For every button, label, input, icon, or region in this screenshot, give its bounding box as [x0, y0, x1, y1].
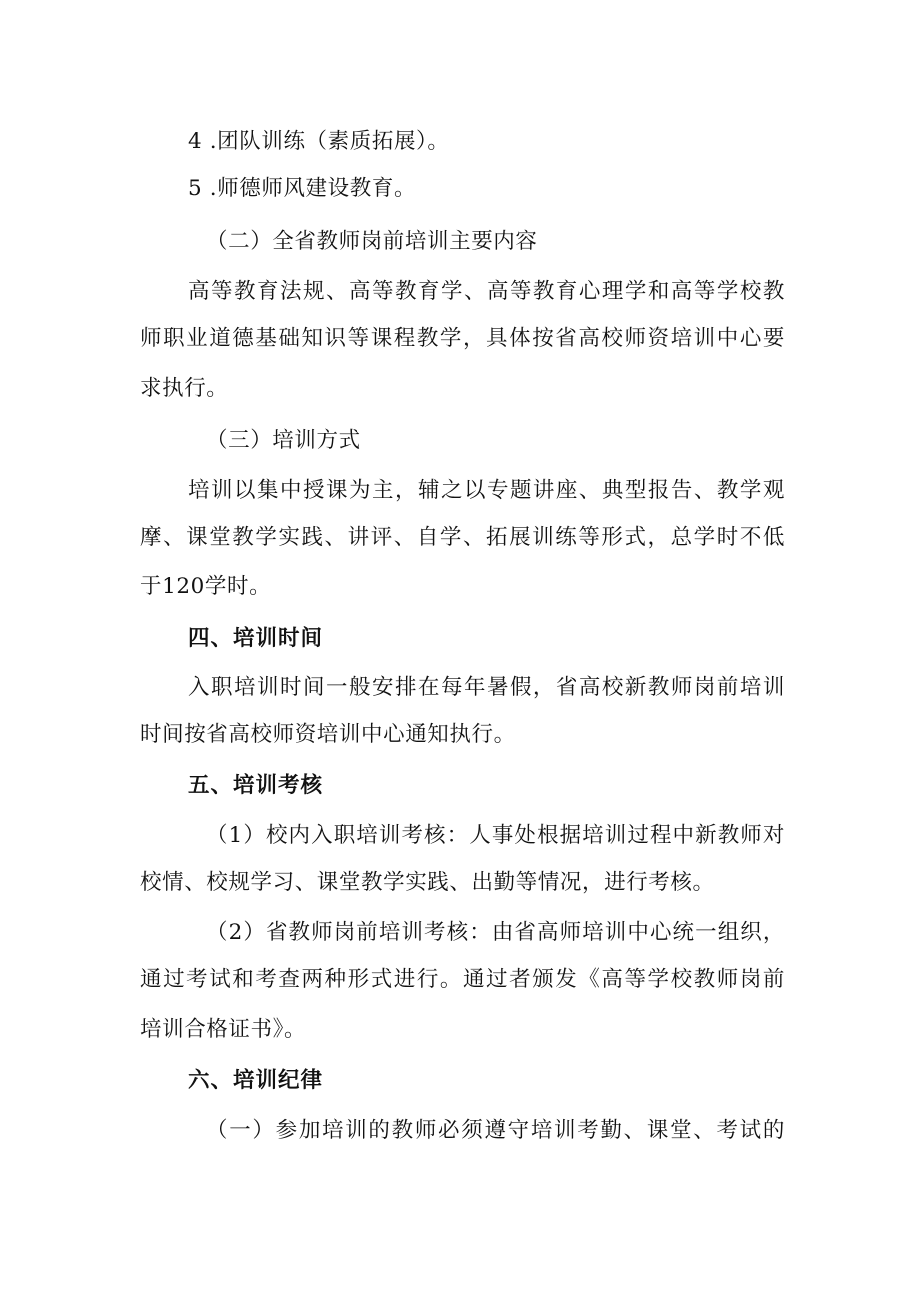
chapter-heading-6: 六、培训纪律 — [188, 1068, 324, 1093]
paragraph-line: 培训合格证书》。 — [140, 1017, 307, 1042]
paragraph-line: 培训以集中授课为主，辅之以专题讲座、典型报告、教学观 — [188, 478, 785, 503]
section-heading-2: （二）全省教师岗前培训主要内容 — [206, 229, 538, 254]
paragraph-line: 时间按省高校师资培训中心通知执行。 — [140, 722, 516, 747]
paragraph-line: 校情、校规学习、课堂教学实践、出勤等情况，进行考核。 — [140, 870, 715, 895]
paragraph-line: 求执行。 — [140, 376, 229, 401]
list-item-4: 4 .团队训练（素质拓展）。 — [188, 129, 450, 154]
chapter-heading-5: 五、培训考核 — [188, 773, 324, 798]
paragraph-line: （2）省教师岗前培训考核：由省高师培训中心统一组织， — [206, 920, 785, 945]
paragraph-line: 于120学时。 — [140, 574, 272, 599]
paragraph-line: （1）校内入职培训考核：人事处根据培训过程中新教师对 — [206, 823, 785, 848]
paragraph-line: 高等教育法规、高等教育学、高等教育心理学和高等学校教 — [188, 279, 785, 304]
paragraph-line: 师职业道德基础知识等课程教学，具体按省高校师资培训中心要 — [140, 326, 785, 351]
chapter-heading-4: 四、培训时间 — [188, 626, 324, 651]
paragraph-line: 通过考试和考查两种形式进行。通过者颁发《高等学校教师岗前 — [140, 967, 785, 992]
paragraph-line: 摩、课堂教学实践、讲评、自学、拓展训练等形式，总学时不低 — [140, 525, 785, 550]
paragraph-line: （一）参加培训的教师必须遵守培训考勤、课堂、考试的 — [206, 1118, 785, 1143]
section-heading-3: （三）培训方式 — [206, 428, 361, 453]
list-item-5: 5 .师德师风建设教育。 — [188, 176, 417, 201]
paragraph-line: 入职培训时间一般安排在每年暑假，省高校新教师岗前培训 — [188, 675, 785, 700]
